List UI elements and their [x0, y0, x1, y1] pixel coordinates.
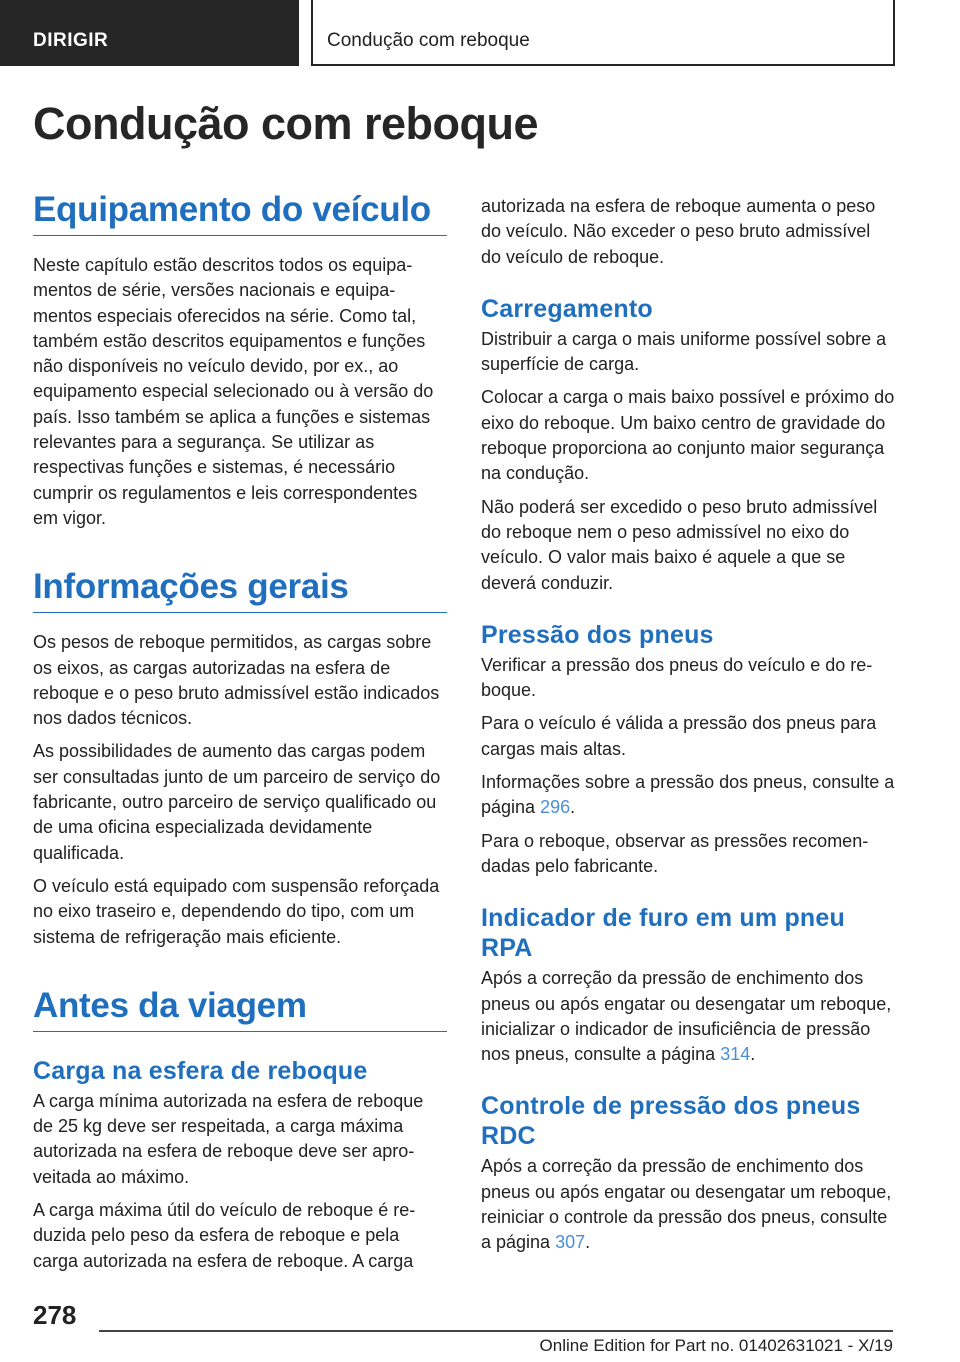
heading-rdc: Controle de pressão dos pneus RDC — [481, 1092, 861, 1151]
footer-edition: Online Edition for Part no. 01402631021 - X/19 — [539, 1336, 893, 1355]
right-column — [481, 194, 895, 1256]
paragraph-carregamento-2: Colocar a carga o mais baixo possível e próximo do eixo do reboque. Um baixo centro de gravidade do reboque proporciona ao conjunto maior segurança na condução. — [481, 387, 895, 484]
page-number: 278 — [33, 1300, 77, 1330]
paragraph-rpa: Após a correção da pressão de enchimento dos pneus ou após engatar ou desengatar um reboque, inicializar o indicador de insuficiência de pressão nos pneus, consulte a página 314. — [481, 968, 892, 1065]
page-link-296[interactable]: 296 — [540, 797, 571, 818]
paragraph-pressao-1: Verificar a pressão dos pneus do veículo e do reboque. — [481, 654, 873, 701]
heading-carga-esfera: Carga na esfera de reboque — [33, 1056, 368, 1085]
heading-informacoes: Informações gerais — [33, 567, 447, 613]
section-label: DIRIGIR — [33, 30, 109, 51]
heading-rpa: Indicador de furo em um pneu RPA — [481, 904, 845, 963]
heading-antes-da-viagem: Antes da viagem — [33, 986, 447, 1032]
paragraph-informacoes-2: As possibilidades de aumento das cargas podem ser consultadas junto de um parceiro de serviço do fabricante, outro parceiro de serviço qualificado ou de uma oficina especializada devidamente qualificada. — [33, 741, 441, 863]
page-title: Condução com reboque — [33, 98, 539, 149]
page-link-314[interactable]: 314 — [720, 1044, 751, 1065]
chapter-tab — [311, 0, 895, 66]
chapter-label: Condução com reboque — [327, 30, 530, 51]
paragraph-continuation: autorizada na esfera de reboque aumenta o peso do veículo. Não exceder o peso bruto admissível do veículo de reboque. — [481, 196, 876, 267]
paragraph-carga-2: A carga máxima útil do veículo de reboque é reduzida pelo peso da esfera de reboque e pela carga autorizada na esfera de reboque. A carga — [33, 1200, 416, 1271]
paragraph-equipamento: Neste capítulo estão descritos todos os equipamentos de série, versões nacionais e equipamentos especiais oferecidos na série. Como tal, também estão descritos equipamentos e funções não disponíveis no veículo devido, por ex., ao equipamento especial selecionado ou à versão do país. Isso também se aplica a funções e sistemas relevantes para a segurança. Se utilizar as respectivas funções e sistemas, é necessário cumprir os regulamentos e leis correspondentes em vigor. — [33, 255, 434, 528]
paragraph-informacoes-3: O veículo está equipado com suspensão reforçada no eixo traseiro e, dependendo do tipo, com um sistema de refrigeração mais eficiente. — [33, 875, 440, 947]
paragraph-carga-1: A carga mínima autorizada na esfera de reboque de 25 kg deve ser respeitada, a carga máxima autorizada na esfera de reboque deve ser aproveitada ao máximo. — [33, 1090, 424, 1187]
paragraph-pressao-3: Informações sobre a pressão dos pneus, consulte a página 296. — [481, 772, 895, 818]
left-column — [33, 190, 447, 1274]
paragraph-pressao-4: Para o reboque, observar as pressões recomendadas pelo fabricante. — [481, 830, 869, 876]
heading-carregamento: Carregamento — [481, 294, 653, 323]
heading-pressao-pneus: Pressão dos pneus — [481, 620, 714, 649]
paragraph-carregamento-1: Distribuir a carga o mais uniforme possível sobre a superfície de carga. — [481, 328, 887, 375]
paragraph-pressao-2: Para o veículo é válida a pressão dos pneus para cargas mais altas. — [481, 713, 877, 759]
section-tab — [0, 0, 299, 66]
page-header — [0, 0, 960, 66]
page-link-307[interactable]: 307 — [555, 1232, 586, 1253]
paragraph-carregamento-3: Não poderá ser excedido o peso bruto admissível do reboque nem o peso admissível no eixo do veículo. O valor mais baixo é aquele a que se deverá conduzir. — [481, 496, 878, 593]
paragraph-informacoes-1: Os pesos de reboque permitidos, as cargas sobre os eixos, as cargas autorizadas na esfera de reboque e o peso bruto admissível estão indicados nos dados técnicos. — [33, 632, 440, 729]
footer-divider — [99, 1330, 893, 1332]
heading-equipamento: Equipamento do veículo — [33, 190, 447, 236]
paragraph-rdc: Após a correção da pressão de enchimento dos pneus ou após engatar ou desengatar um reboque, reiniciar o controle da pressão dos pneus, consulte a página 307. — [481, 1156, 892, 1253]
